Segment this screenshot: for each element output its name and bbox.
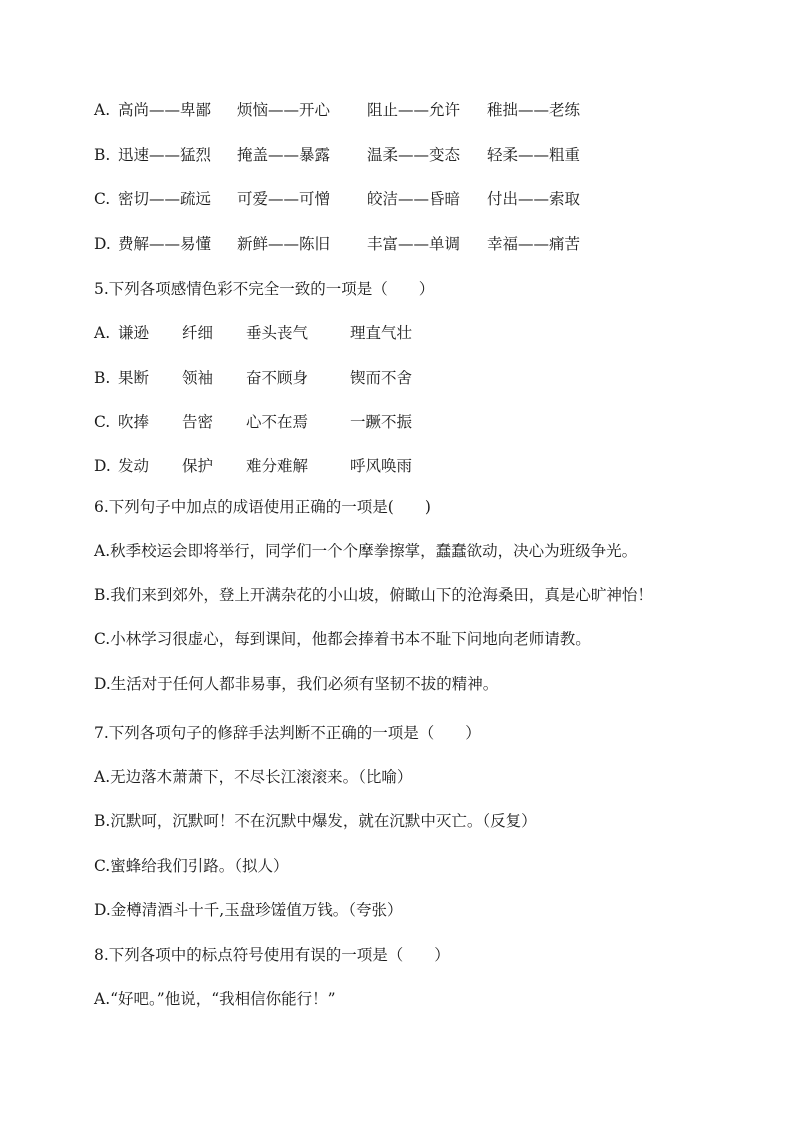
q7-option-b: B.沉默呵，沉默呵！不在沉默中爆发，就在沉默中灭亡。（反复） <box>94 812 537 830</box>
option-label: C. <box>94 190 111 208</box>
option-label: B. <box>94 369 111 387</box>
word-pair: 迅速——猛烈 <box>118 146 212 164</box>
word: 告密 <box>182 413 214 431</box>
word: 呼风唤雨 <box>350 457 413 475</box>
word-pair: 付出——索取 <box>487 190 581 208</box>
q7-option-d: D.金樽清酒斗十千,玉盘珍馐值万钱。（夸张） <box>94 901 403 919</box>
word-pair: 丰富——单调 <box>367 235 461 253</box>
word: 垂头丧气 <box>246 324 309 342</box>
word-pair: 高尚——卑鄙 <box>118 101 212 119</box>
word: 理直气壮 <box>350 324 413 342</box>
word-pair: 烦恼——开心 <box>237 101 331 119</box>
option-label: B. <box>94 146 111 164</box>
q7-question: 7.下列各项句子的修辞手法判断不正确的一项是（ ） <box>94 724 481 742</box>
option-label: A. <box>94 324 111 342</box>
q6-option-d: D.生活对于任何人都非易事，我们必须有坚韧不拔的精神。 <box>94 675 499 693</box>
word-pair: 新鲜——陈旧 <box>237 235 331 253</box>
word-pair: 温柔——变态 <box>367 146 461 164</box>
word: 领袖 <box>182 369 214 387</box>
word-pair: 可爱——可憎 <box>237 190 331 208</box>
q6-option-c: C.小林学习很虚心，每到课间，他都会捧着书本不耻下问地向老师请教。 <box>94 630 591 648</box>
q6-option-a: A.秋季校运会即将举行，同学们一个个摩拳擦掌，蠢蠢欲动，决心为班级争光。 <box>94 542 638 560</box>
word-pair: 阻止——允许 <box>367 101 461 119</box>
word: 锲而不舍 <box>350 369 413 387</box>
word-pair: 密切——疏远 <box>118 190 212 208</box>
word-pair: 皎洁——昏暗 <box>367 190 461 208</box>
q5-question: 5.下列各项感情色彩不完全一致的一项是（ ） <box>94 280 435 298</box>
word-pair: 费解——易懂 <box>118 235 212 253</box>
option-label: A. <box>94 101 111 119</box>
word: 奋不顾身 <box>246 369 309 387</box>
q8-option-a: A.“好吧。”他说，“我相信你能行！” <box>94 990 336 1008</box>
word-pair: 掩盖——暴露 <box>237 146 331 164</box>
word: 心不在焉 <box>246 413 309 431</box>
word: 吹捧 <box>118 413 150 431</box>
q8-question: 8.下列各项中的标点符号使用有误的一项是（ ） <box>94 946 450 964</box>
word: 果断 <box>118 369 150 387</box>
word-pair: 幸福——痛苦 <box>487 235 581 253</box>
option-label: D. <box>94 235 111 253</box>
word: 一蹶不振 <box>350 413 413 431</box>
q6-option-b: B.我们来到郊外，登上开满杂花的小山坡，俯瞰山下的沧海桑田，真是心旷神怡！ <box>94 586 653 604</box>
option-label: D. <box>94 457 111 475</box>
q7-option-a: A.无边落木萧萧下，不尽长江滚滚来。（比喻） <box>94 768 413 786</box>
q6-question: 6.下列句子中加点的成语使用正确的一项是( ) <box>94 498 431 516</box>
word-pair: 稚拙——老练 <box>487 101 581 119</box>
word-pair: 轻柔——粗重 <box>487 146 581 164</box>
word: 难分难解 <box>246 457 309 475</box>
word: 发动 <box>118 457 150 475</box>
word: 纤细 <box>182 324 214 342</box>
q7-option-c: C.蜜蜂给我们引路。（拟人） <box>94 857 289 875</box>
word: 谦逊 <box>118 324 150 342</box>
option-label: C. <box>94 413 111 431</box>
word: 保护 <box>182 457 214 475</box>
